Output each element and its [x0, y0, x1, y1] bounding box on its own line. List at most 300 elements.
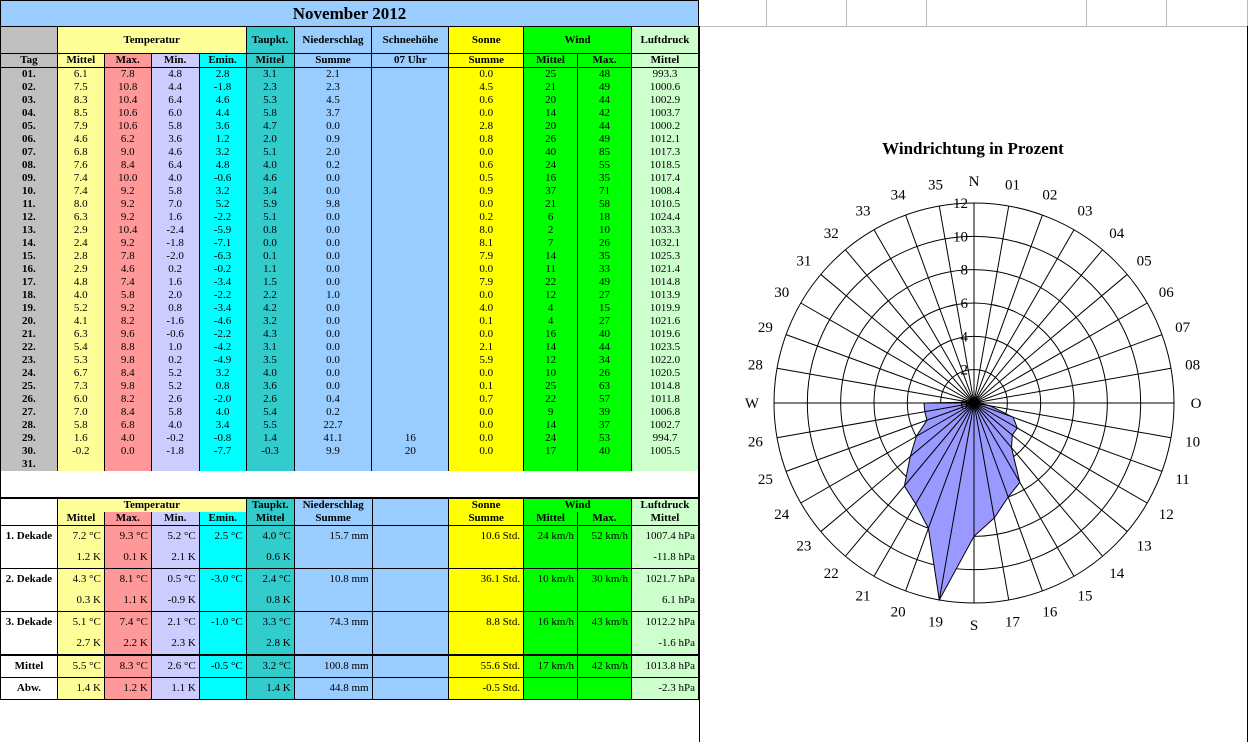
cell-schnee[interactable] — [372, 367, 449, 380]
cell-t_mittel[interactable]: 5.3 — [57, 354, 104, 367]
cell-tag[interactable]: 14. — [1, 237, 58, 250]
cell-t_mittel[interactable]: -0.2 — [57, 445, 104, 458]
summary-cell[interactable] — [372, 678, 449, 700]
cell-taupkt[interactable]: 5.4 — [246, 406, 294, 419]
cell-t_min[interactable]: 2.6 — [151, 393, 199, 406]
summary-cell[interactable]: 1013.8 hPa — [631, 655, 698, 678]
cell-schnee[interactable] — [372, 328, 449, 341]
cell-nieder[interactable] — [294, 458, 372, 471]
cell-schnee[interactable] — [372, 380, 449, 393]
cell-schnee[interactable] — [372, 198, 449, 211]
cell-sonne[interactable]: 7.9 — [449, 250, 524, 263]
cell-t_mittel[interactable]: 2.9 — [57, 224, 104, 237]
cell-schnee[interactable] — [372, 185, 449, 198]
cell-t_min[interactable]: 1.6 — [151, 276, 199, 289]
cell-sonne[interactable]: 0.0 — [449, 406, 524, 419]
cell-wind_max[interactable]: 26 — [578, 367, 632, 380]
cell-taupkt[interactable]: 4.0 — [246, 367, 294, 380]
summary-cell[interactable]: 17 km/h — [524, 655, 578, 678]
cell-t_max[interactable]: 8.4 — [104, 159, 151, 172]
summary-cell[interactable] — [294, 633, 372, 655]
cell-schnee[interactable] — [372, 224, 449, 237]
cell-wind_max[interactable]: 44 — [578, 94, 632, 107]
cell-t_min[interactable]: -2.4 — [151, 224, 199, 237]
cell-schnee[interactable] — [372, 146, 449, 159]
cell-taupkt[interactable]: 5.3 — [246, 94, 294, 107]
summary-cell[interactable]: 2.8 K — [246, 633, 294, 655]
summary-cell[interactable]: 44.8 mm — [294, 678, 372, 700]
cell-t_mittel[interactable]: 4.1 — [57, 315, 104, 328]
cell-t_mittel[interactable]: 5.2 — [57, 302, 104, 315]
cell-t_min[interactable]: 6.0 — [151, 107, 199, 120]
cell-wind_mittel[interactable]: 20 — [524, 120, 578, 133]
cell-tag[interactable]: 15. — [1, 250, 58, 263]
cell-t_min[interactable]: -0.2 — [151, 432, 199, 445]
cell-t_min[interactable]: 2.0 — [151, 289, 199, 302]
cell-sonne[interactable]: 0.0 — [449, 367, 524, 380]
cell-t_emin[interactable] — [199, 458, 246, 471]
cell-taupkt[interactable]: 3.2 — [246, 315, 294, 328]
summary-cell[interactable]: 4.0 °C — [246, 526, 294, 548]
cell-taupkt[interactable] — [246, 458, 294, 471]
cell-nieder[interactable]: 0.0 — [294, 276, 372, 289]
cell-taupkt[interactable]: 4.0 — [246, 159, 294, 172]
cell-nieder[interactable]: 0.2 — [294, 159, 372, 172]
cell-wind_max[interactable]: 40 — [578, 445, 632, 458]
cell-t_emin[interactable]: 3.4 — [199, 419, 246, 432]
cell-tag[interactable]: 10. — [1, 185, 58, 198]
summary-cell[interactable]: 0.3 K — [57, 590, 104, 612]
cell-wind_max[interactable]: 33 — [578, 263, 632, 276]
cell-tag[interactable]: 01. — [1, 68, 58, 82]
cell-t_max[interactable]: 7.4 — [104, 276, 151, 289]
cell-t_min[interactable]: -0.6 — [151, 328, 199, 341]
cell-taupkt[interactable]: 5.8 — [246, 107, 294, 120]
cell-t_emin[interactable]: 4.0 — [199, 406, 246, 419]
cell-t_mittel[interactable]: 7.4 — [57, 172, 104, 185]
cell-t_emin[interactable]: -2.0 — [199, 393, 246, 406]
cell-tag[interactable]: 31. — [1, 458, 58, 471]
cell-sonne[interactable] — [449, 458, 524, 471]
cell-nieder[interactable]: 0.0 — [294, 302, 372, 315]
cell-wind_max[interactable]: 26 — [578, 237, 632, 250]
cell-sonne[interactable]: 0.0 — [449, 68, 524, 82]
cell-t_mittel[interactable]: 6.3 — [57, 328, 104, 341]
summary-cell[interactable] — [449, 633, 524, 655]
cell-wind_mittel[interactable]: 22 — [524, 276, 578, 289]
cell-sonne[interactable]: 4.5 — [449, 81, 524, 94]
cell-t_mittel[interactable]: 8.5 — [57, 107, 104, 120]
cell-t_max[interactable]: 4.0 — [104, 432, 151, 445]
cell-nieder[interactable]: 3.7 — [294, 107, 372, 120]
cell-luftdruck[interactable]: 1006.8 — [631, 406, 698, 419]
cell-t_max[interactable]: 9.2 — [104, 302, 151, 315]
cell-t_max[interactable]: 10.6 — [104, 107, 151, 120]
summary-cell[interactable]: 1.4 K — [246, 678, 294, 700]
cell-tag[interactable]: 20. — [1, 315, 58, 328]
cell-wind_mittel[interactable]: 7 — [524, 237, 578, 250]
summary-cell[interactable] — [372, 655, 449, 678]
cell-schnee[interactable] — [372, 354, 449, 367]
cell-t_max[interactable]: 9.2 — [104, 198, 151, 211]
cell-sonne[interactable]: 0.0 — [449, 198, 524, 211]
cell-luftdruck[interactable]: 993.3 — [631, 68, 698, 82]
cell-t_max[interactable]: 6.8 — [104, 419, 151, 432]
summary-cell[interactable]: -1.0 °C — [199, 612, 246, 634]
cell-wind_max[interactable]: 71 — [578, 185, 632, 198]
summary-cell[interactable]: 15.7 mm — [294, 526, 372, 548]
cell-nieder[interactable]: 0.0 — [294, 315, 372, 328]
cell-nieder[interactable]: 0.0 — [294, 120, 372, 133]
cell-nieder[interactable]: 0.0 — [294, 328, 372, 341]
cell-schnee[interactable] — [372, 302, 449, 315]
cell-schnee[interactable] — [372, 393, 449, 406]
cell-t_min[interactable]: 0.8 — [151, 302, 199, 315]
summary-cell[interactable]: 1.1 K — [151, 678, 199, 700]
cell-schnee[interactable] — [372, 276, 449, 289]
cell-taupkt[interactable]: 0.1 — [246, 250, 294, 263]
cell-luftdruck[interactable]: 1010.5 — [631, 198, 698, 211]
cell-luftdruck[interactable]: 1018.5 — [631, 159, 698, 172]
cell-sonne[interactable]: 5.9 — [449, 354, 524, 367]
summary-cell[interactable]: 2.4 °C — [246, 569, 294, 591]
summary-cell[interactable]: -0.5 Std. — [449, 678, 524, 700]
cell-nieder[interactable]: 41.1 — [294, 432, 372, 445]
summary-cell[interactable]: 2.3 K — [151, 633, 199, 655]
cell-t_max[interactable]: 9.6 — [104, 328, 151, 341]
cell-t_emin[interactable]: -7.1 — [199, 237, 246, 250]
cell-luftdruck[interactable]: 994.7 — [631, 432, 698, 445]
cell-wind_max[interactable]: 55 — [578, 159, 632, 172]
cell-t_min[interactable]: 4.0 — [151, 172, 199, 185]
cell-t_emin[interactable]: 2.8 — [199, 68, 246, 82]
cell-t_mittel[interactable] — [57, 458, 104, 471]
cell-sonne[interactable]: 2.8 — [449, 120, 524, 133]
summary-cell[interactable]: 2.1 K — [151, 547, 199, 569]
summary-cell[interactable]: 2.6 °C — [151, 655, 199, 678]
cell-wind_mittel[interactable]: 24 — [524, 432, 578, 445]
cell-sonne[interactable]: 0.0 — [449, 146, 524, 159]
summary-cell[interactable] — [199, 590, 246, 612]
cell-nieder[interactable]: 0.0 — [294, 250, 372, 263]
cell-tag[interactable]: 04. — [1, 107, 58, 120]
summary-cell[interactable]: -3.0 °C — [199, 569, 246, 591]
cell-wind_max[interactable]: 35 — [578, 172, 632, 185]
cell-t_max[interactable] — [104, 458, 151, 471]
summary-cell[interactable]: 42 km/h — [578, 655, 632, 678]
cell-luftdruck[interactable]: 1023.5 — [631, 341, 698, 354]
summary-cell[interactable] — [372, 590, 449, 612]
cell-t_min[interactable]: -1.6 — [151, 315, 199, 328]
cell-t_min[interactable] — [151, 458, 199, 471]
cell-wind_max[interactable]: 48 — [578, 68, 632, 82]
cell-nieder[interactable]: 0.0 — [294, 341, 372, 354]
cell-schnee[interactable] — [372, 406, 449, 419]
cell-t_mittel[interactable]: 7.0 — [57, 406, 104, 419]
cell-luftdruck[interactable]: 1020.5 — [631, 367, 698, 380]
cell-taupkt[interactable]: 5.1 — [246, 146, 294, 159]
cell-tag[interactable]: 07. — [1, 146, 58, 159]
cell-wind_mittel[interactable]: 25 — [524, 380, 578, 393]
cell-wind_mittel[interactable]: 26 — [524, 133, 578, 146]
cell-sonne[interactable]: 7.9 — [449, 276, 524, 289]
summary-cell[interactable]: 7.4 °C — [104, 612, 151, 634]
cell-wind_mittel[interactable]: 4 — [524, 315, 578, 328]
cell-nieder[interactable]: 1.0 — [294, 289, 372, 302]
cell-t_emin[interactable]: 3.6 — [199, 120, 246, 133]
summary-cell[interactable]: -0.9 K — [151, 590, 199, 612]
summary-cell[interactable]: 74.3 mm — [294, 612, 372, 634]
cell-sonne[interactable]: 2.1 — [449, 341, 524, 354]
cell-wind_mittel[interactable]: 11 — [524, 263, 578, 276]
summary-cell[interactable]: 2.2 K — [104, 633, 151, 655]
cell-tag[interactable]: 13. — [1, 224, 58, 237]
cell-wind_max[interactable]: 40 — [578, 328, 632, 341]
cell-schnee[interactable]: 16 — [372, 432, 449, 445]
cell-tag[interactable]: 27. — [1, 406, 58, 419]
cell-wind_max[interactable]: 15 — [578, 302, 632, 315]
cell-t_max[interactable]: 7.8 — [104, 250, 151, 263]
cell-sonne[interactable]: 0.0 — [449, 263, 524, 276]
cell-nieder[interactable]: 2.1 — [294, 68, 372, 82]
empty-cell[interactable] — [1087, 0, 1167, 26]
cell-nieder[interactable]: 9.8 — [294, 198, 372, 211]
cell-t_min[interactable]: 5.8 — [151, 120, 199, 133]
cell-tag[interactable]: 17. — [1, 276, 58, 289]
cell-sonne[interactable]: 0.7 — [449, 393, 524, 406]
cell-t_emin[interactable]: -0.2 — [199, 263, 246, 276]
cell-sonne[interactable]: 0.6 — [449, 94, 524, 107]
cell-t_min[interactable]: 3.6 — [151, 133, 199, 146]
cell-tag[interactable]: 08. — [1, 159, 58, 172]
cell-wind_mittel[interactable]: 2 — [524, 224, 578, 237]
cell-nieder[interactable]: 0.2 — [294, 406, 372, 419]
summary-cell[interactable]: 1.1 K — [104, 590, 151, 612]
summary-cell[interactable]: 5.1 °C — [57, 612, 104, 634]
cell-taupkt[interactable]: 2.2 — [246, 289, 294, 302]
cell-taupkt[interactable]: 2.6 — [246, 393, 294, 406]
cell-nieder[interactable]: 0.0 — [294, 237, 372, 250]
cell-luftdruck[interactable]: 1003.7 — [631, 107, 698, 120]
summary-cell[interactable] — [372, 612, 449, 634]
summary-cell[interactable]: 5.2 °C — [151, 526, 199, 548]
summary-cell[interactable]: 0.1 K — [104, 547, 151, 569]
cell-t_emin[interactable]: 1.2 — [199, 133, 246, 146]
summary-cell[interactable]: 5.5 °C — [57, 655, 104, 678]
cell-t_mittel[interactable]: 7.4 — [57, 185, 104, 198]
cell-wind_max[interactable]: 49 — [578, 276, 632, 289]
summary-cell[interactable] — [372, 633, 449, 655]
cell-nieder[interactable]: 4.5 — [294, 94, 372, 107]
cell-nieder[interactable]: 0.4 — [294, 393, 372, 406]
cell-nieder[interactable]: 0.0 — [294, 185, 372, 198]
cell-t_emin[interactable]: -1.8 — [199, 81, 246, 94]
cell-t_max[interactable]: 10.4 — [104, 224, 151, 237]
cell-sonne[interactable]: 0.0 — [449, 107, 524, 120]
summary-cell[interactable] — [372, 547, 449, 569]
cell-schnee[interactable] — [372, 120, 449, 133]
cell-t_emin[interactable]: -4.9 — [199, 354, 246, 367]
cell-wind_mittel[interactable]: 22 — [524, 393, 578, 406]
cell-t_mittel[interactable]: 2.4 — [57, 237, 104, 250]
cell-wind_max[interactable]: 39 — [578, 406, 632, 419]
cell-t_emin[interactable]: -0.8 — [199, 432, 246, 445]
cell-t_mittel[interactable]: 4.8 — [57, 276, 104, 289]
cell-t_emin[interactable]: -2.2 — [199, 211, 246, 224]
cell-schnee[interactable] — [372, 68, 449, 82]
cell-tag[interactable]: 28. — [1, 419, 58, 432]
cell-t_emin[interactable]: 3.2 — [199, 185, 246, 198]
cell-wind_mittel[interactable]: 14 — [524, 107, 578, 120]
cell-luftdruck[interactable]: 1005.5 — [631, 445, 698, 458]
cell-wind_mittel[interactable]: 12 — [524, 289, 578, 302]
cell-t_emin[interactable]: -0.6 — [199, 172, 246, 185]
cell-t_min[interactable]: 5.2 — [151, 380, 199, 393]
summary-cell[interactable]: 8.1 °C — [104, 569, 151, 591]
summary-cell[interactable]: 4.3 °C — [57, 569, 104, 591]
summary-cell[interactable]: 43 km/h — [578, 612, 632, 634]
summary-cell[interactable]: 1.2 K — [104, 678, 151, 700]
cell-t_mittel[interactable]: 7.9 — [57, 120, 104, 133]
cell-t_max[interactable]: 8.8 — [104, 341, 151, 354]
summary-cell[interactable]: 16 km/h — [524, 612, 578, 634]
summary-cell[interactable] — [578, 678, 632, 700]
cell-tag[interactable]: 24. — [1, 367, 58, 380]
cell-t_mittel[interactable]: 2.8 — [57, 250, 104, 263]
cell-t_min[interactable]: 5.8 — [151, 185, 199, 198]
cell-t_emin[interactable]: 3.2 — [199, 367, 246, 380]
summary-cell[interactable]: 1.2 K — [57, 547, 104, 569]
cell-wind_max[interactable]: 49 — [578, 81, 632, 94]
cell-tag[interactable]: 25. — [1, 380, 58, 393]
cell-schnee[interactable] — [372, 211, 449, 224]
cell-wind_mittel[interactable]: 16 — [524, 328, 578, 341]
cell-luftdruck[interactable]: 1002.7 — [631, 419, 698, 432]
cell-sonne[interactable]: 0.5 — [449, 172, 524, 185]
cell-wind_mittel[interactable]: 20 — [524, 94, 578, 107]
cell-luftdruck[interactable]: 1014.8 — [631, 276, 698, 289]
cell-t_mittel[interactable]: 4.6 — [57, 133, 104, 146]
cell-luftdruck[interactable]: 1008.4 — [631, 185, 698, 198]
cell-t_mittel[interactable]: 5.4 — [57, 341, 104, 354]
cell-t_mittel[interactable]: 6.3 — [57, 211, 104, 224]
cell-luftdruck[interactable]: 1021.4 — [631, 263, 698, 276]
cell-luftdruck[interactable]: 1014.8 — [631, 380, 698, 393]
summary-cell[interactable] — [524, 678, 578, 700]
summary-cell[interactable] — [199, 633, 246, 655]
cell-t_max[interactable]: 9.8 — [104, 380, 151, 393]
cell-luftdruck[interactable]: 1033.3 — [631, 224, 698, 237]
cell-wind_mittel[interactable]: 9 — [524, 406, 578, 419]
cell-taupkt[interactable]: 5.9 — [246, 198, 294, 211]
cell-sonne[interactable]: 0.0 — [449, 328, 524, 341]
cell-t_emin[interactable]: 5.2 — [199, 198, 246, 211]
cell-nieder[interactable]: 9.9 — [294, 445, 372, 458]
cell-sonne[interactable]: 0.1 — [449, 380, 524, 393]
cell-luftdruck[interactable]: 1021.6 — [631, 315, 698, 328]
cell-nieder[interactable]: 22.7 — [294, 419, 372, 432]
empty-cell[interactable] — [847, 0, 927, 26]
cell-taupkt[interactable]: 5.5 — [246, 419, 294, 432]
cell-tag[interactable]: 26. — [1, 393, 58, 406]
cell-sonne[interactable]: 8.0 — [449, 224, 524, 237]
cell-wind_max[interactable]: 44 — [578, 341, 632, 354]
summary-cell[interactable]: 55.6 Std. — [449, 655, 524, 678]
cell-t_max[interactable]: 8.4 — [104, 367, 151, 380]
cell-luftdruck[interactable]: 1000.6 — [631, 81, 698, 94]
summary-cell[interactable]: 1007.4 hPa — [631, 526, 698, 548]
cell-schnee[interactable] — [372, 107, 449, 120]
cell-wind_max[interactable]: 27 — [578, 315, 632, 328]
cell-taupkt[interactable]: 2.0 — [246, 133, 294, 146]
cell-wind_mittel[interactable] — [524, 458, 578, 471]
cell-t_max[interactable]: 9.2 — [104, 211, 151, 224]
cell-sonne[interactable]: 0.6 — [449, 159, 524, 172]
cell-luftdruck[interactable]: 1013.9 — [631, 289, 698, 302]
cell-taupkt[interactable]: 5.1 — [246, 211, 294, 224]
cell-nieder[interactable]: 0.0 — [294, 354, 372, 367]
cell-t_min[interactable]: 6.4 — [151, 94, 199, 107]
cell-t_max[interactable]: 9.2 — [104, 185, 151, 198]
summary-cell[interactable]: 10.6 Std. — [449, 526, 524, 548]
cell-tag[interactable]: 11. — [1, 198, 58, 211]
cell-tag[interactable]: 21. — [1, 328, 58, 341]
cell-wind_max[interactable]: 10 — [578, 224, 632, 237]
summary-cell[interactable]: 2.7 K — [57, 633, 104, 655]
empty-cell[interactable] — [699, 0, 767, 26]
cell-sonne[interactable]: 8.1 — [449, 237, 524, 250]
summary-cell[interactable]: 1.4 K — [57, 678, 104, 700]
cell-nieder[interactable]: 0.0 — [294, 263, 372, 276]
empty-cell[interactable] — [1167, 0, 1248, 26]
cell-t_min[interactable]: 5.8 — [151, 406, 199, 419]
cell-sonne[interactable]: 0.9 — [449, 185, 524, 198]
cell-wind_mittel[interactable]: 37 — [524, 185, 578, 198]
summary-cell[interactable]: -1.6 hPa — [631, 633, 698, 655]
cell-t_max[interactable]: 9.2 — [104, 237, 151, 250]
summary-cell[interactable] — [524, 547, 578, 569]
cell-taupkt[interactable]: 4.3 — [246, 328, 294, 341]
cell-t_emin[interactable]: -2.2 — [199, 289, 246, 302]
cell-t_min[interactable]: -1.8 — [151, 237, 199, 250]
cell-t_max[interactable]: 4.6 — [104, 263, 151, 276]
cell-t_mittel[interactable]: 8.0 — [57, 198, 104, 211]
summary-cell[interactable] — [294, 590, 372, 612]
cell-taupkt[interactable]: 3.4 — [246, 185, 294, 198]
cell-t_emin[interactable]: 3.2 — [199, 146, 246, 159]
cell-wind_mittel[interactable]: 40 — [524, 146, 578, 159]
summary-cell[interactable]: -11.8 hPa — [631, 547, 698, 569]
cell-tag[interactable]: 29. — [1, 432, 58, 445]
cell-wind_mittel[interactable]: 25 — [524, 68, 578, 82]
cell-t_mittel[interactable]: 6.0 — [57, 393, 104, 406]
cell-t_min[interactable]: 0.2 — [151, 263, 199, 276]
summary-cell[interactable]: -0.5 °C — [199, 655, 246, 678]
cell-t_max[interactable]: 9.0 — [104, 146, 151, 159]
cell-t_max[interactable]: 7.8 — [104, 68, 151, 82]
cell-luftdruck[interactable]: 1032.1 — [631, 237, 698, 250]
summary-cell[interactable]: 30 km/h — [578, 569, 632, 591]
cell-t_emin[interactable]: -6.3 — [199, 250, 246, 263]
cell-tag[interactable]: 05. — [1, 120, 58, 133]
summary-cell[interactable] — [524, 590, 578, 612]
cell-wind_mittel[interactable]: 14 — [524, 419, 578, 432]
cell-t_max[interactable]: 0.0 — [104, 445, 151, 458]
cell-taupkt[interactable]: 4.6 — [246, 172, 294, 185]
summary-cell[interactable]: 8.8 Std. — [449, 612, 524, 634]
cell-luftdruck[interactable]: 1024.4 — [631, 211, 698, 224]
cell-schnee[interactable] — [372, 81, 449, 94]
